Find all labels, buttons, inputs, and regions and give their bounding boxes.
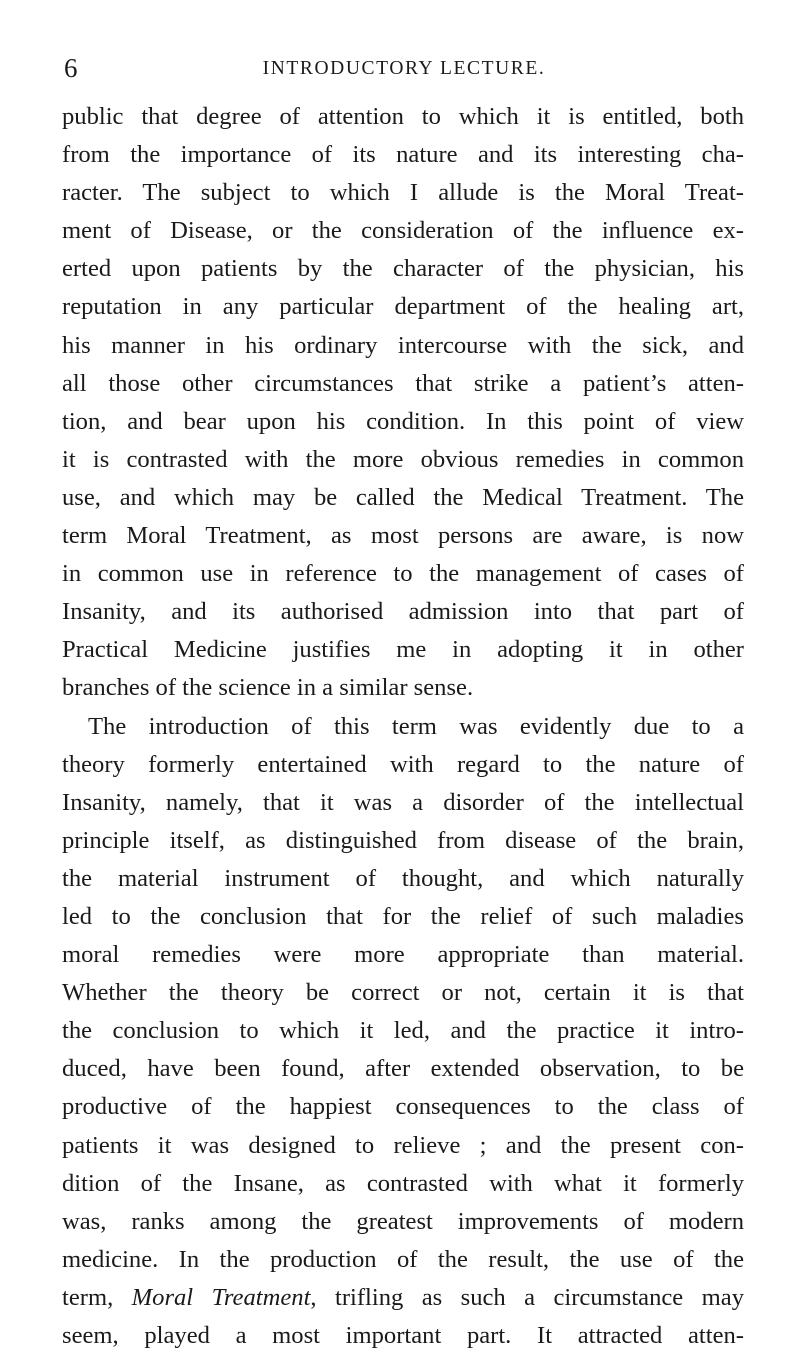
italic-phrase: Moral Treatment [131, 1283, 311, 1311]
text-line: it is contrasted with the more obvious remedies in common [62, 445, 744, 473]
text-line: public that degree of attention to which it is entitled, both [62, 103, 744, 130]
text-line: reputation in any particular department of the healing art, [62, 293, 744, 321]
text-segment: term, [62, 1283, 132, 1311]
text-line: Practical Medicine justifies me in adopting it in other [62, 636, 744, 664]
text-line: branches of the science in a similar sense. [62, 674, 474, 702]
text-line: his manner in his ordinary intercourse with the sick, and [62, 331, 744, 359]
running-head: INTRODUCTORY LECTURE. [262, 58, 546, 79]
text-line: Insanity, namely, that it was a disorder of the intellectual [62, 788, 744, 816]
text-line: racter. The subject to which I allude is the Moral Treat- [62, 179, 744, 207]
text-line: The introduction of this term was evidently due to a [88, 712, 744, 740]
text-line-with-italic [62, 1279, 744, 1317]
text-line: all those other circumstances that strike a patient’s atten- [62, 369, 744, 397]
text-line: duced, have been found, after extended observation, to be [62, 1055, 744, 1083]
text-segment: , trifling as such a circumstance may [310, 1283, 744, 1311]
text-line: Insanity, and its authorised admission into that part of [62, 598, 744, 626]
text-line: productive of the happiest consequences to the class of [62, 1093, 744, 1121]
text-line: ment of Disease, or the consideration of the influence ex- [62, 217, 744, 245]
text-line: medicine. In the production of the result, the use of the [62, 1245, 744, 1273]
text-line: erted upon patients by the character of the physician, his [62, 255, 744, 283]
page-header [64, 52, 744, 92]
text-line: dition of the Insane, as contrasted with what it formerly [62, 1169, 744, 1197]
text-line: the conclusion to which it led, and the practice it intro- [62, 1017, 744, 1045]
text-line: principle itself, as distinguished from disease of the brain, [62, 826, 744, 854]
text-line: patients it was designed to relieve ; and the present con- [62, 1131, 744, 1159]
text-line: tion, and bear upon his condition. In this point of view [62, 407, 744, 435]
text-line: the material instrument of thought, and which naturally [62, 864, 744, 892]
text-line: seem, played a most important part. It attracted atten- [62, 1322, 744, 1349]
text-line: moral remedies were more appropriate than material. [62, 941, 744, 969]
text-line: from the importance of its nature and its interesting cha- [62, 141, 744, 169]
text-line: in common use in reference to the management of cases of [62, 560, 744, 588]
text-line: led to the conclusion that for the relief of such maladies [62, 902, 744, 930]
page-number: 6 [64, 53, 78, 83]
text-line: was, ranks among the greatest improvements of modern [62, 1207, 744, 1235]
body-text [62, 98, 744, 1355]
text-line: use, and which may be called the Medical Treatment. The [62, 483, 744, 511]
text-line: Whether the theory be correct or not, certain it is that [62, 979, 744, 1007]
text-line: theory formerly entertained with regard to the nature of [62, 750, 744, 778]
text-line: term Moral Treatment, as most persons are aware, is now [62, 522, 744, 550]
